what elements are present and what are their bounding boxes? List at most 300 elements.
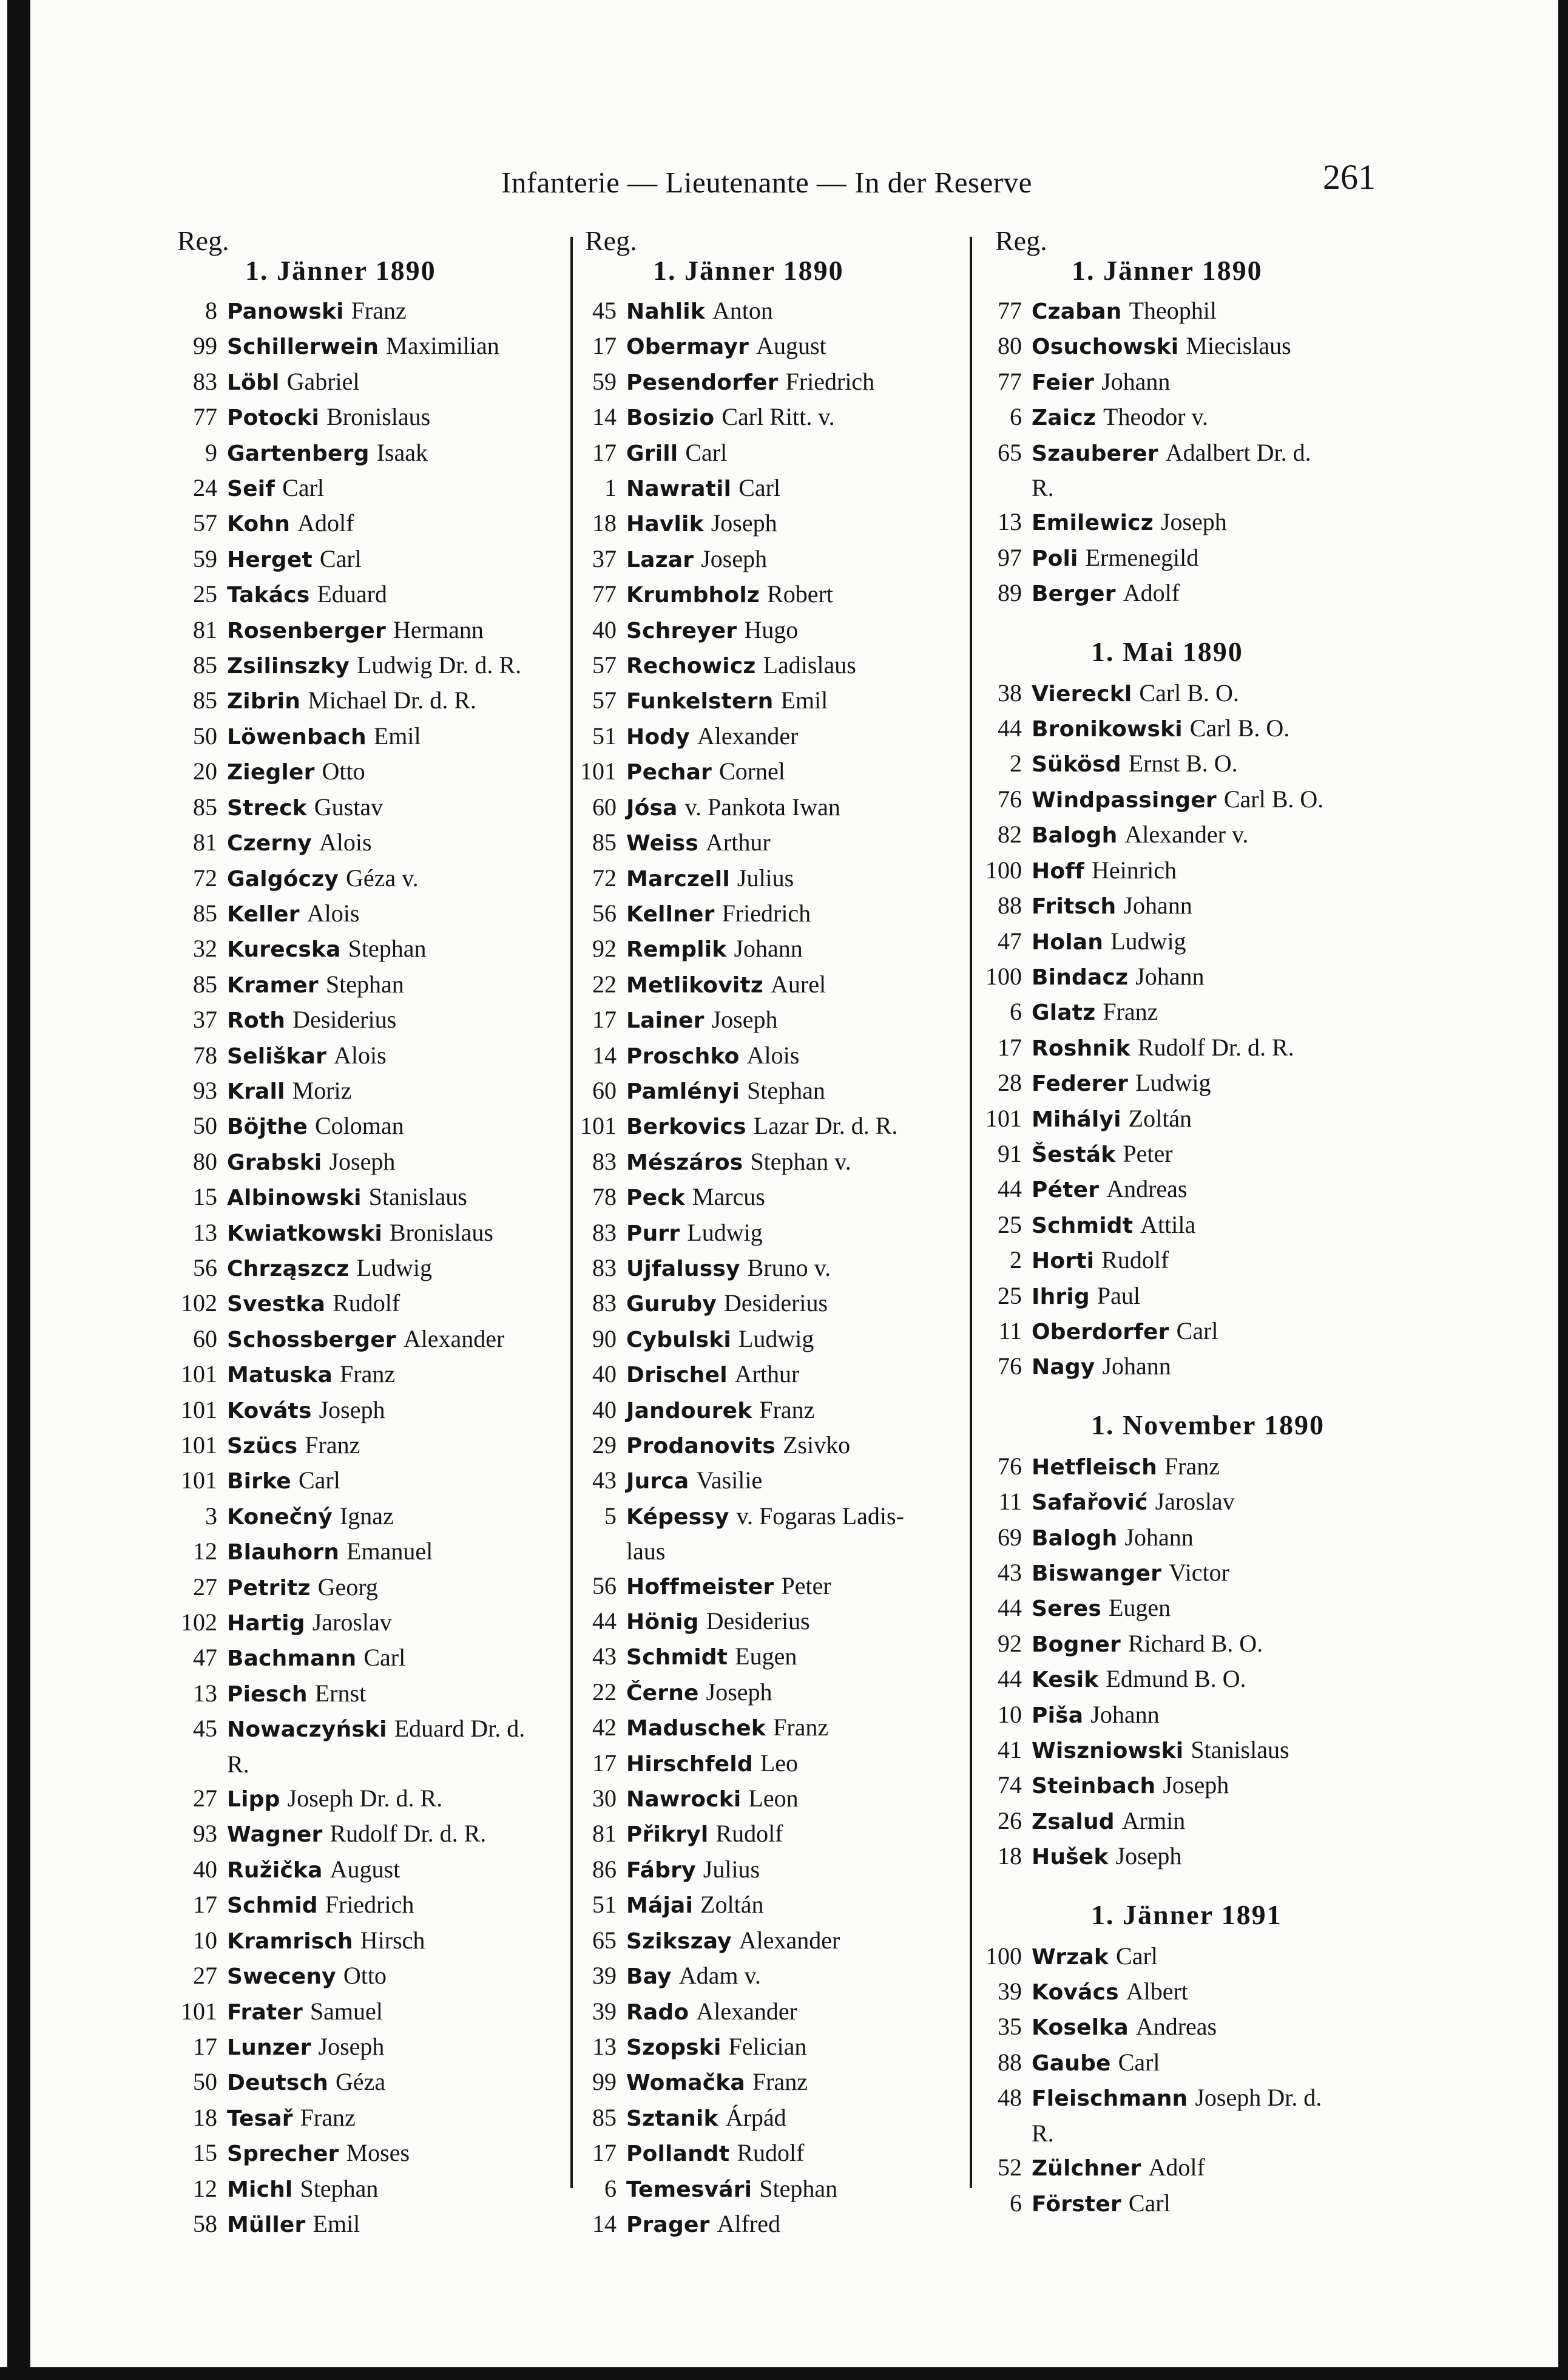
officer-given-name: Julius bbox=[703, 1855, 760, 1883]
officer-surname: Zaicz bbox=[1032, 405, 1097, 431]
officer-surname: Jósa bbox=[626, 795, 678, 821]
officer-given-name: Rudolf bbox=[737, 2139, 805, 2167]
officer-surname: Remplik bbox=[626, 937, 727, 963]
officer-surname: Kesik bbox=[1032, 1667, 1099, 1693]
roster-entry bbox=[570, 329, 971, 364]
officer-surname: Krumbholz bbox=[626, 583, 760, 608]
officer-given-name: Theodor v. bbox=[1103, 403, 1208, 431]
officer-given-name: Gustav bbox=[314, 793, 384, 821]
roster-entry bbox=[570, 2207, 971, 2242]
officer-surname: Marczell bbox=[626, 866, 730, 892]
roster-entry bbox=[971, 1485, 1396, 1520]
regiment-number: 77 bbox=[592, 580, 617, 608]
officer-given-name: Stanislaus bbox=[368, 1183, 467, 1211]
section-date-heading: 1. Jänner 1891 bbox=[1091, 1899, 1282, 1930]
officer-surname: Drischel bbox=[626, 1363, 728, 1388]
regiment-number: 27 bbox=[193, 1785, 217, 1812]
roster-entry bbox=[570, 790, 971, 826]
roster-entry bbox=[152, 1463, 570, 1499]
officer-given-name: Stanislaus bbox=[1191, 1736, 1289, 1764]
officer-surname: Hoff bbox=[1032, 858, 1084, 884]
regiment-number: 12 bbox=[193, 2174, 217, 2202]
officer-given-name: Johann bbox=[1123, 892, 1192, 920]
officer-surname: Nagy bbox=[1032, 1355, 1095, 1380]
officer-given-name: Desiderius bbox=[724, 1289, 828, 1317]
regiment-number: 82 bbox=[998, 821, 1022, 849]
roster-entry bbox=[152, 1003, 570, 1038]
regiment-number: 78 bbox=[592, 1183, 617, 1211]
officer-surname: Mihályi bbox=[1032, 1107, 1121, 1132]
officer-surname: Hušek bbox=[1032, 1845, 1109, 1870]
regiment-number: 50 bbox=[193, 1112, 217, 1140]
regiment-number: 44 bbox=[998, 1175, 1022, 1203]
regiment-number: 80 bbox=[998, 332, 1022, 360]
regiment-number: 6 bbox=[1010, 403, 1022, 431]
roster-entry bbox=[971, 541, 1396, 576]
officer-given-name: Anton bbox=[712, 297, 773, 324]
officer-given-name: Franz bbox=[305, 1431, 360, 1459]
roster-entry bbox=[152, 1286, 570, 1321]
officer-given-name: Joseph bbox=[1115, 1842, 1182, 1870]
officer-surname: Biswanger bbox=[1032, 1561, 1162, 1586]
regiment-number: 88 bbox=[998, 892, 1022, 920]
reg-column-label: Reg. bbox=[995, 225, 1047, 256]
officer-surname: Berger bbox=[1032, 581, 1116, 607]
roster-entry bbox=[152, 897, 570, 932]
roster-entry bbox=[570, 683, 971, 719]
regiment-number: 13 bbox=[998, 508, 1022, 536]
roster-entry bbox=[570, 1251, 971, 1286]
officer-given-name: Johann bbox=[1090, 1700, 1160, 1728]
officer-given-name: v. Fogaras Ladis- bbox=[736, 1502, 904, 1530]
officer-surname: Svestka bbox=[227, 1292, 326, 1317]
officer-surname: Gaube bbox=[1032, 2050, 1111, 2076]
roster-entry bbox=[152, 471, 570, 506]
officer-given-name: Leo bbox=[760, 1749, 798, 1777]
officer-surname: Černe bbox=[626, 1680, 699, 1706]
officer-given-name: Rudolf bbox=[1101, 1246, 1169, 1274]
regiment-number: 40 bbox=[592, 1395, 617, 1423]
officer-given-name: Alois bbox=[319, 829, 372, 856]
regiment-number: 25 bbox=[193, 580, 217, 608]
officer-given-name: Joseph bbox=[1163, 1771, 1229, 1799]
officer-surname: Kurecska bbox=[227, 937, 341, 963]
regiment-number: 56 bbox=[592, 1571, 617, 1599]
officer-given-name: Stephan bbox=[325, 970, 404, 998]
roster-entry bbox=[570, 861, 971, 897]
roster-entry bbox=[570, 1428, 971, 1463]
running-head: Infanterie — Lieutenante — In der Reserve bbox=[501, 166, 1032, 199]
officer-given-name: Emil bbox=[780, 687, 828, 714]
officer-surname: Obermayr bbox=[626, 334, 749, 360]
officer-surname: Metlikovitz bbox=[626, 972, 764, 998]
roster-entry bbox=[971, 436, 1396, 471]
regiment-number: 5 bbox=[604, 1502, 617, 1530]
regiment-number: 32 bbox=[193, 935, 217, 963]
roster-entry bbox=[152, 1251, 570, 1286]
regiment-number: 59 bbox=[193, 544, 217, 572]
regiment-number: 14 bbox=[592, 1041, 617, 1069]
regiment-number: 1 bbox=[604, 474, 617, 502]
officer-surname: Czerny bbox=[227, 831, 312, 856]
officer-surname: Schossberger bbox=[227, 1327, 396, 1352]
officer-surname: Federer bbox=[1032, 1071, 1129, 1097]
regiment-number: 85 bbox=[193, 687, 217, 714]
officer-surname: Glatz bbox=[1032, 1000, 1096, 1026]
roster-entry bbox=[152, 1888, 570, 1923]
roster-entry bbox=[152, 506, 570, 541]
officer-surname: Schmid bbox=[227, 1893, 318, 1919]
officer-surname: Seif bbox=[227, 476, 275, 502]
regiment-number: 13 bbox=[193, 1218, 217, 1246]
roster-entry bbox=[570, 613, 971, 648]
officer-given-name: Richard B. O. bbox=[1127, 1629, 1263, 1657]
regiment-number: 81 bbox=[193, 829, 217, 856]
officer-given-name: Friedrich bbox=[325, 1891, 414, 1919]
regiment-number: 50 bbox=[193, 722, 217, 750]
officer-given-name: Carl bbox=[1118, 2048, 1160, 2076]
officer-given-name: Carl bbox=[738, 474, 781, 502]
officer-surname: Osuchowski bbox=[1032, 334, 1179, 360]
regiment-number: 41 bbox=[998, 1736, 1022, 1764]
officer-given-name: Arthur bbox=[734, 1360, 800, 1388]
officer-surname: Prager bbox=[626, 2212, 710, 2237]
roster-entry bbox=[152, 2207, 570, 2242]
regiment-number: 58 bbox=[193, 2209, 217, 2237]
regiment-number: 29 bbox=[592, 1431, 617, 1459]
officer-surname: Temesvári bbox=[626, 2177, 752, 2202]
roster-entry bbox=[152, 861, 570, 897]
officer-given-name: Eduard Dr. d. bbox=[394, 1715, 525, 1743]
officer-given-name: Theophil bbox=[1129, 297, 1217, 324]
regiment-number: 6 bbox=[1010, 2189, 1022, 2217]
regiment-number: 72 bbox=[193, 864, 217, 892]
officer-surname: Rado bbox=[626, 1999, 689, 2025]
officer-surname: Kohn bbox=[227, 512, 291, 537]
regiment-number: 20 bbox=[193, 758, 217, 785]
section-date-heading: 1. Jänner 1890 bbox=[1072, 255, 1263, 286]
officer-surname: Birke bbox=[227, 1469, 291, 1494]
roster-entry bbox=[971, 2081, 1396, 2116]
regiment-number: 69 bbox=[998, 1523, 1022, 1551]
roster-entry bbox=[971, 2186, 1396, 2222]
officer-surname: Bogner bbox=[1032, 1632, 1121, 1657]
officer-given-name: Miecislaus bbox=[1186, 332, 1291, 360]
officer-surname: Ujfalussy bbox=[626, 1256, 740, 1281]
regiment-number: 25 bbox=[998, 1210, 1022, 1238]
roster-entry bbox=[971, 924, 1396, 960]
regiment-number: 101 bbox=[181, 1466, 217, 1494]
roster-entry bbox=[971, 400, 1396, 435]
officer-given-name: Franz bbox=[1164, 1452, 1220, 1480]
roster-entry bbox=[570, 1357, 971, 1392]
officer-given-name: Carl B. O. bbox=[1223, 785, 1324, 813]
roster-entry bbox=[152, 790, 570, 826]
roster-entry bbox=[570, 436, 971, 471]
scan-border-right bbox=[1558, 0, 1568, 2380]
regiment-number: 60 bbox=[592, 1076, 617, 1104]
regiment-number: 27 bbox=[193, 1962, 217, 1990]
regiment-number: 15 bbox=[193, 2139, 217, 2167]
officer-surname: Chrząszcz bbox=[227, 1256, 350, 1281]
officer-surname: Proschko bbox=[626, 1043, 740, 1069]
officer-surname: Matuska bbox=[227, 1363, 333, 1388]
roster-entry bbox=[570, 648, 971, 683]
roster-entry bbox=[152, 1322, 570, 1357]
officer-given-name: Stephan bbox=[300, 2174, 379, 2202]
officer-given-name: Joseph bbox=[318, 2032, 385, 2060]
regiment-number: 57 bbox=[193, 509, 217, 537]
officer-surname: Frater bbox=[227, 1999, 303, 2025]
officer-given-name: Carl bbox=[1128, 2189, 1171, 2217]
regiment-number: 83 bbox=[592, 1218, 617, 1246]
officer-surname: Pamlényi bbox=[626, 1079, 740, 1104]
officer-surname: Maduschek bbox=[626, 1716, 766, 1741]
regiment-number: 17 bbox=[193, 1891, 217, 1919]
officer-given-name: Robert bbox=[767, 580, 833, 608]
roster-entry bbox=[971, 1975, 1396, 2010]
roster-entry bbox=[152, 1712, 570, 1747]
officer-given-name: Edmund B. O. bbox=[1106, 1665, 1246, 1693]
officer-surname: Funkelstern bbox=[626, 689, 774, 714]
regiment-number: 83 bbox=[592, 1289, 617, 1317]
regiment-number: 45 bbox=[592, 297, 617, 324]
roster-entry bbox=[152, 1428, 570, 1463]
officer-given-name: Johann bbox=[1102, 1352, 1171, 1380]
regiment-number: 11 bbox=[998, 1488, 1022, 1516]
roster-entry bbox=[152, 1853, 570, 1888]
officer-given-name: Franz bbox=[759, 1395, 815, 1423]
regiment-number: 24 bbox=[193, 474, 217, 502]
officer-surname: Rosenberger bbox=[227, 618, 387, 643]
regiment-number: 91 bbox=[998, 1139, 1022, 1167]
roster-entry bbox=[152, 2030, 570, 2065]
regiment-number: 9 bbox=[205, 438, 217, 466]
officer-surname: Oberdorfer bbox=[1032, 1319, 1169, 1344]
regiment-number: 51 bbox=[592, 1891, 617, 1919]
officer-given-name: Rudolf Dr. d. R. bbox=[329, 1820, 487, 1848]
regiment-number: 101 bbox=[580, 758, 617, 785]
regiment-number: 65 bbox=[998, 438, 1022, 466]
roster-entry bbox=[971, 1591, 1396, 1626]
officer-surname: Guruby bbox=[626, 1292, 717, 1317]
officer-given-name: Joseph bbox=[319, 1395, 385, 1423]
roster-entry bbox=[971, 1627, 1396, 1662]
roster-entry bbox=[971, 1243, 1396, 1278]
officer-given-name: Franz bbox=[1103, 998, 1158, 1026]
officer-surname: Konečný bbox=[227, 1504, 333, 1530]
roster-entry bbox=[971, 1556, 1396, 1591]
regiment-number: 47 bbox=[193, 1644, 217, 1672]
officer-surname: Grabski bbox=[227, 1150, 322, 1175]
officer-surname: Sweceny bbox=[227, 1964, 336, 1990]
officer-given-name: Friedrich bbox=[785, 367, 875, 395]
officer-given-name: Alfred bbox=[717, 2209, 780, 2237]
regiment-number: 97 bbox=[998, 543, 1022, 571]
regiment-number: 78 bbox=[193, 1041, 217, 1069]
officer-given-name: Albert bbox=[1126, 1978, 1188, 2005]
officer-given-name: Stephan bbox=[348, 935, 427, 963]
officer-surname: Fritsch bbox=[1032, 894, 1117, 920]
officer-surname: Schmidt bbox=[1032, 1213, 1134, 1238]
regiment-number: 18 bbox=[592, 509, 617, 537]
roster-entry bbox=[152, 932, 570, 967]
roster-entry bbox=[971, 2010, 1396, 2045]
section-date-heading: 1. Mai 1890 bbox=[1091, 636, 1243, 667]
roster-entry bbox=[971, 1804, 1396, 1839]
regiment-number: 101 bbox=[181, 1360, 217, 1388]
regiment-number: 59 bbox=[592, 367, 617, 395]
regiment-number: 85 bbox=[193, 651, 217, 679]
officer-surname: Szücs bbox=[227, 1434, 298, 1459]
officer-given-name: Lazar Dr. d. R. bbox=[753, 1112, 898, 1140]
roster-entry bbox=[152, 1677, 570, 1712]
officer-surname: Viereckl bbox=[1032, 681, 1132, 707]
regiment-number: 39 bbox=[592, 1997, 617, 2025]
officer-given-name: Joseph bbox=[701, 544, 768, 572]
officer-given-name: Armin bbox=[1121, 1806, 1186, 1834]
officer-surname: Hetfleisch bbox=[1032, 1454, 1157, 1480]
officer-given-name: Carl bbox=[282, 474, 325, 502]
officer-given-name: Rudolf bbox=[715, 1820, 783, 1848]
officer-given-name: Franz bbox=[752, 2068, 808, 2096]
officer-surname: Lazar bbox=[626, 547, 694, 572]
officer-surname: Kováts bbox=[227, 1398, 312, 1423]
officer-given-name: Ludwig bbox=[687, 1218, 763, 1246]
officer-given-name: Alois bbox=[746, 1041, 800, 1069]
officer-given-name: Carl B. O. bbox=[1189, 714, 1290, 742]
section-date-heading: 1. Jänner 1890 bbox=[653, 255, 844, 286]
regiment-number: 13 bbox=[592, 2032, 617, 2060]
roster-entry bbox=[152, 329, 570, 364]
officer-surname: Kramrisch bbox=[227, 1928, 353, 1954]
officer-given-name: Alexander bbox=[697, 722, 799, 750]
officer-surname: Wiszniowski bbox=[1032, 1738, 1184, 1764]
roster-entry bbox=[570, 1180, 971, 1215]
officer-surname: Horti bbox=[1032, 1249, 1095, 1274]
officer-given-name: Felician bbox=[728, 2032, 807, 2060]
regiment-number: 57 bbox=[592, 687, 617, 714]
officer-surname: Piša bbox=[1032, 1703, 1084, 1728]
roster-entry bbox=[570, 2030, 971, 2065]
roster-entry bbox=[570, 365, 971, 400]
regiment-number: 2 bbox=[1010, 750, 1022, 778]
officer-surname: Nawratil bbox=[626, 476, 732, 502]
officer-surname: Hirschfeld bbox=[626, 1751, 753, 1777]
officer-surname: Bronikowski bbox=[1032, 717, 1183, 742]
roster-entry bbox=[570, 1499, 971, 1534]
officer-surname: Lipp bbox=[227, 1787, 280, 1812]
officer-given-name: Peter bbox=[781, 1571, 831, 1599]
officer-given-name: Ludwig bbox=[356, 1253, 432, 1281]
officer-given-name: Eduard bbox=[317, 580, 387, 608]
regiment-number: 85 bbox=[592, 829, 617, 856]
officer-given-name: Alexander bbox=[696, 1997, 797, 2025]
roster-entry bbox=[570, 1746, 971, 1782]
officer-given-name: Coloman bbox=[314, 1112, 404, 1140]
officer-surname: Seres bbox=[1032, 1596, 1101, 1622]
scan-border-bottom bbox=[0, 2367, 1568, 2380]
roster-entry bbox=[971, 676, 1396, 711]
officer-given-name: Géza bbox=[335, 2068, 386, 2096]
roster-entry bbox=[971, 294, 1396, 329]
officer-surname: Prodanovits bbox=[626, 1434, 776, 1459]
officer-given-name: Arthur bbox=[706, 829, 771, 856]
officer-surname: Szauberer bbox=[1032, 441, 1158, 466]
regiment-number: 43 bbox=[998, 1559, 1022, 1586]
regiment-number: 12 bbox=[193, 1538, 217, 1565]
officer-given-name: Joseph Dr. d. bbox=[1195, 2084, 1322, 2112]
officer-surname: Zsalud bbox=[1032, 1809, 1115, 1834]
officer-surname: Streck bbox=[227, 795, 307, 821]
officer-given-name: Alois bbox=[334, 1041, 387, 1069]
roster-entry bbox=[570, 1853, 971, 1888]
roster-entry bbox=[971, 960, 1396, 995]
officer-surname: Wagner bbox=[227, 1822, 323, 1848]
roster-entry bbox=[971, 889, 1396, 924]
roster-entry bbox=[570, 542, 971, 577]
officer-surname: Piesch bbox=[227, 1681, 308, 1707]
regiment-number: 81 bbox=[592, 1820, 617, 1848]
regiment-number: 17 bbox=[592, 1006, 617, 1034]
officer-surname: Herget bbox=[227, 547, 313, 572]
roster-entry bbox=[971, 329, 1396, 364]
roster-entry bbox=[152, 1605, 570, 1641]
roster-entry bbox=[570, 2065, 971, 2100]
officer-given-name: Ermenegild bbox=[1085, 543, 1199, 571]
roster-entry bbox=[570, 754, 971, 790]
regiment-number: 85 bbox=[193, 899, 217, 927]
roster-entry bbox=[570, 1393, 971, 1428]
roster-entry bbox=[152, 1924, 570, 1959]
officer-given-name: Bruno v. bbox=[747, 1253, 831, 1281]
regiment-number: 15 bbox=[193, 1183, 217, 1211]
officer-given-name: Joseph bbox=[711, 1006, 778, 1034]
officer-given-name: Zsivko bbox=[782, 1431, 851, 1459]
officer-given-name: Maximilian bbox=[386, 332, 499, 360]
officer-surname: Womačka bbox=[626, 2070, 745, 2096]
regiment-number: 43 bbox=[592, 1466, 617, 1494]
officer-given-name: Adam v. bbox=[678, 1962, 761, 1990]
regiment-number: 101 bbox=[181, 1395, 217, 1423]
officer-given-name: Aurel bbox=[771, 970, 826, 998]
officer-surname: Kovács bbox=[1032, 1980, 1119, 2005]
officer-surname: Kellner bbox=[626, 901, 715, 927]
roster-entry bbox=[152, 1499, 570, 1534]
officer-surname: Windpassinger bbox=[1032, 787, 1217, 813]
officer-given-name: Bronislaus bbox=[389, 1218, 493, 1246]
roster-entry bbox=[971, 711, 1396, 747]
roster-entry bbox=[152, 1393, 570, 1428]
officer-surname: Löbl bbox=[227, 370, 280, 395]
officer-surname: Blauhorn bbox=[227, 1540, 340, 1565]
roster-entry bbox=[570, 719, 971, 754]
regiment-number: 86 bbox=[592, 1855, 617, 1883]
roster-entry bbox=[570, 1782, 971, 1817]
roster-entry bbox=[570, 1959, 971, 1994]
officer-surname: Holan bbox=[1032, 929, 1104, 955]
roster-entry bbox=[971, 2046, 1396, 2081]
roster-entry bbox=[971, 1102, 1396, 1137]
roster-entry bbox=[570, 1286, 971, 1321]
officer-given-name: Georg bbox=[317, 1573, 378, 1601]
regiment-number: 101 bbox=[985, 1104, 1022, 1132]
regiment-number: 17 bbox=[193, 2032, 217, 2060]
roster-entry bbox=[971, 1349, 1396, 1385]
officer-surname: Deutsch bbox=[227, 2070, 328, 2096]
officer-given-name: Carl bbox=[1176, 1317, 1218, 1344]
roster-entry bbox=[152, 2101, 570, 2136]
